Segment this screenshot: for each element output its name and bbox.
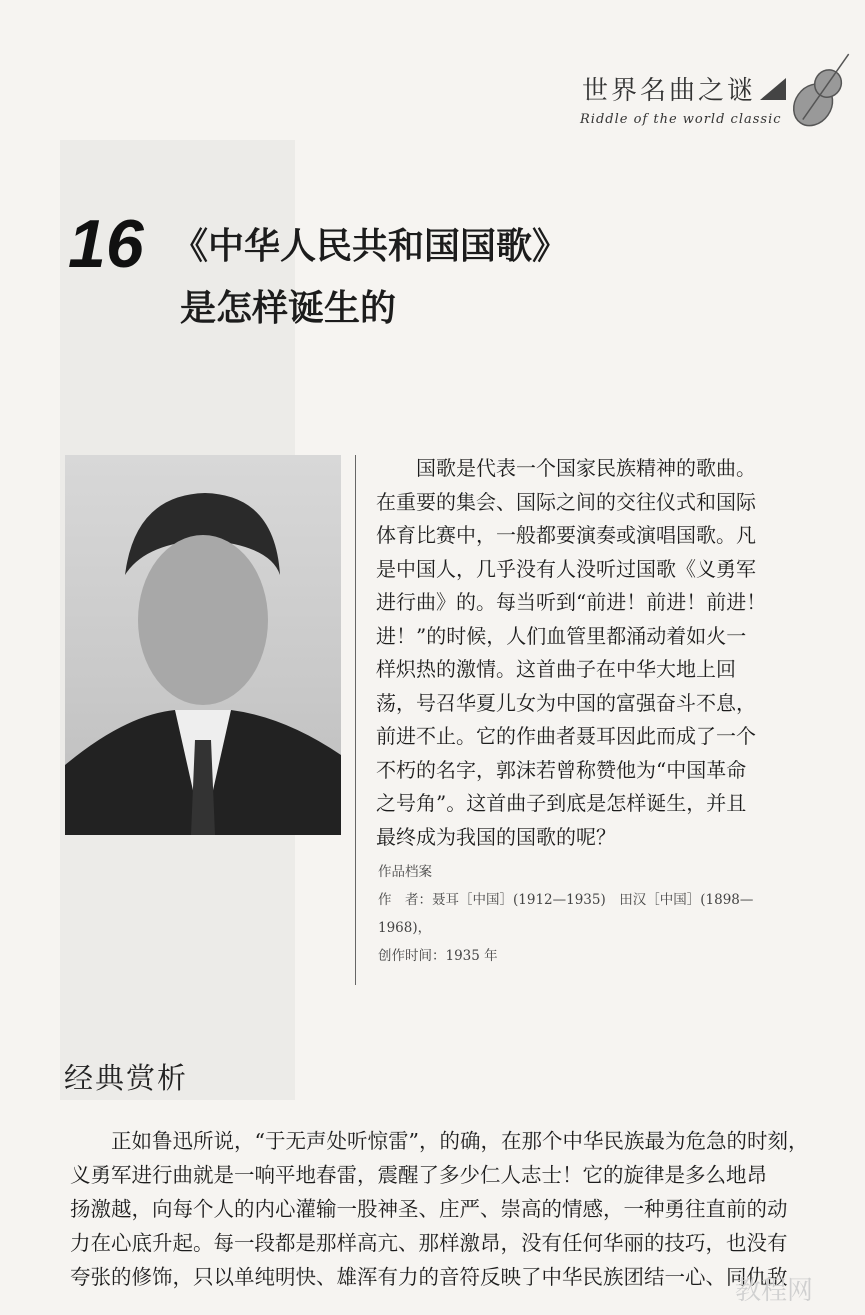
profile-line: 创作时间：1935 年 [378,948,498,964]
analysis-line: 义勇军进行曲就是一响平地春雷，震醒了多少仁人志士！它的旋律是多么地昂 [70,1163,767,1187]
intro-line: 样炽热的激情。这首曲子在中华大地上回 [376,657,736,681]
intro-line: 荡，号召华夏儿女为中国的富强奋斗不息， [376,690,756,715]
analysis-line: 力在心底升起。每一段都是那样高亢、那样激昂，没有任何华丽的技巧，也没有 [70,1231,788,1255]
chapter-title-line2: 是怎样诞生的 [180,288,397,329]
divider-line [355,455,356,985]
chapter-title-line1: 《中华人民共和国国歌》 [172,226,569,267]
intro-line: 最终成为我国的国歌的呢？ [376,824,616,849]
violin-icon [775,45,865,145]
section-title: 经典赏析 [64,1061,189,1095]
intro-line: 在重要的集会、国际之间的交往仪式和国际 [376,489,756,514]
intro-line: 之号角”。这首曲子到底是怎样诞生，并且 [376,791,747,815]
analysis-line: 正如鲁迅所说，“于无声处听惊雷”，的确，在那个中华民族最为危急的时刻， [70,1129,809,1153]
intro-text [376,452,806,854]
intro-line: 进！”的时候，人们血管里都涌动着如火一 [376,623,747,648]
intro-line: 不朽的名字，郭沫若曾称赞他为“中国革命 [376,757,747,782]
portrait-photo [65,455,341,835]
intro-line: 进行曲》的。每当听到“前进！前进！前进！ [376,590,767,614]
profile-line: 作 者：聂耳［中国］(1912—1935) 田汉［中国］(1898— [378,892,754,908]
analysis-line: 扬激越，向每个人的内心灌输一股神圣、庄严、崇高的情感，一种勇往直前的动 [70,1197,788,1221]
intro-line: 体育比赛中，一般都要演奏或演唱国歌。凡 [376,523,756,547]
intro-line: 国歌是代表一个国家民族精神的歌曲。 [376,456,756,480]
profile-line: 1968)， [378,920,432,936]
watermark: 教程网 [735,1276,814,1306]
work-profile [378,858,753,970]
intro-line: 是中国人，几乎没有人没听过国歌《义勇军 [376,556,756,581]
analysis-text [70,1124,860,1294]
intro-line: 前进不止。它的作曲者聂耳因此而成了一个 [376,724,756,748]
series-subtitle: Riddle of the world classic [580,112,782,127]
series-title: 世界名曲之谜 [582,76,757,106]
profile-heading: 作品档案 [378,864,432,880]
analysis-line: 夸张的修饰，只以单纯明快、雄浑有力的音符反映了中华民族团结一心、同仇敌 [70,1265,788,1289]
chapter-number: 16 [68,206,144,282]
